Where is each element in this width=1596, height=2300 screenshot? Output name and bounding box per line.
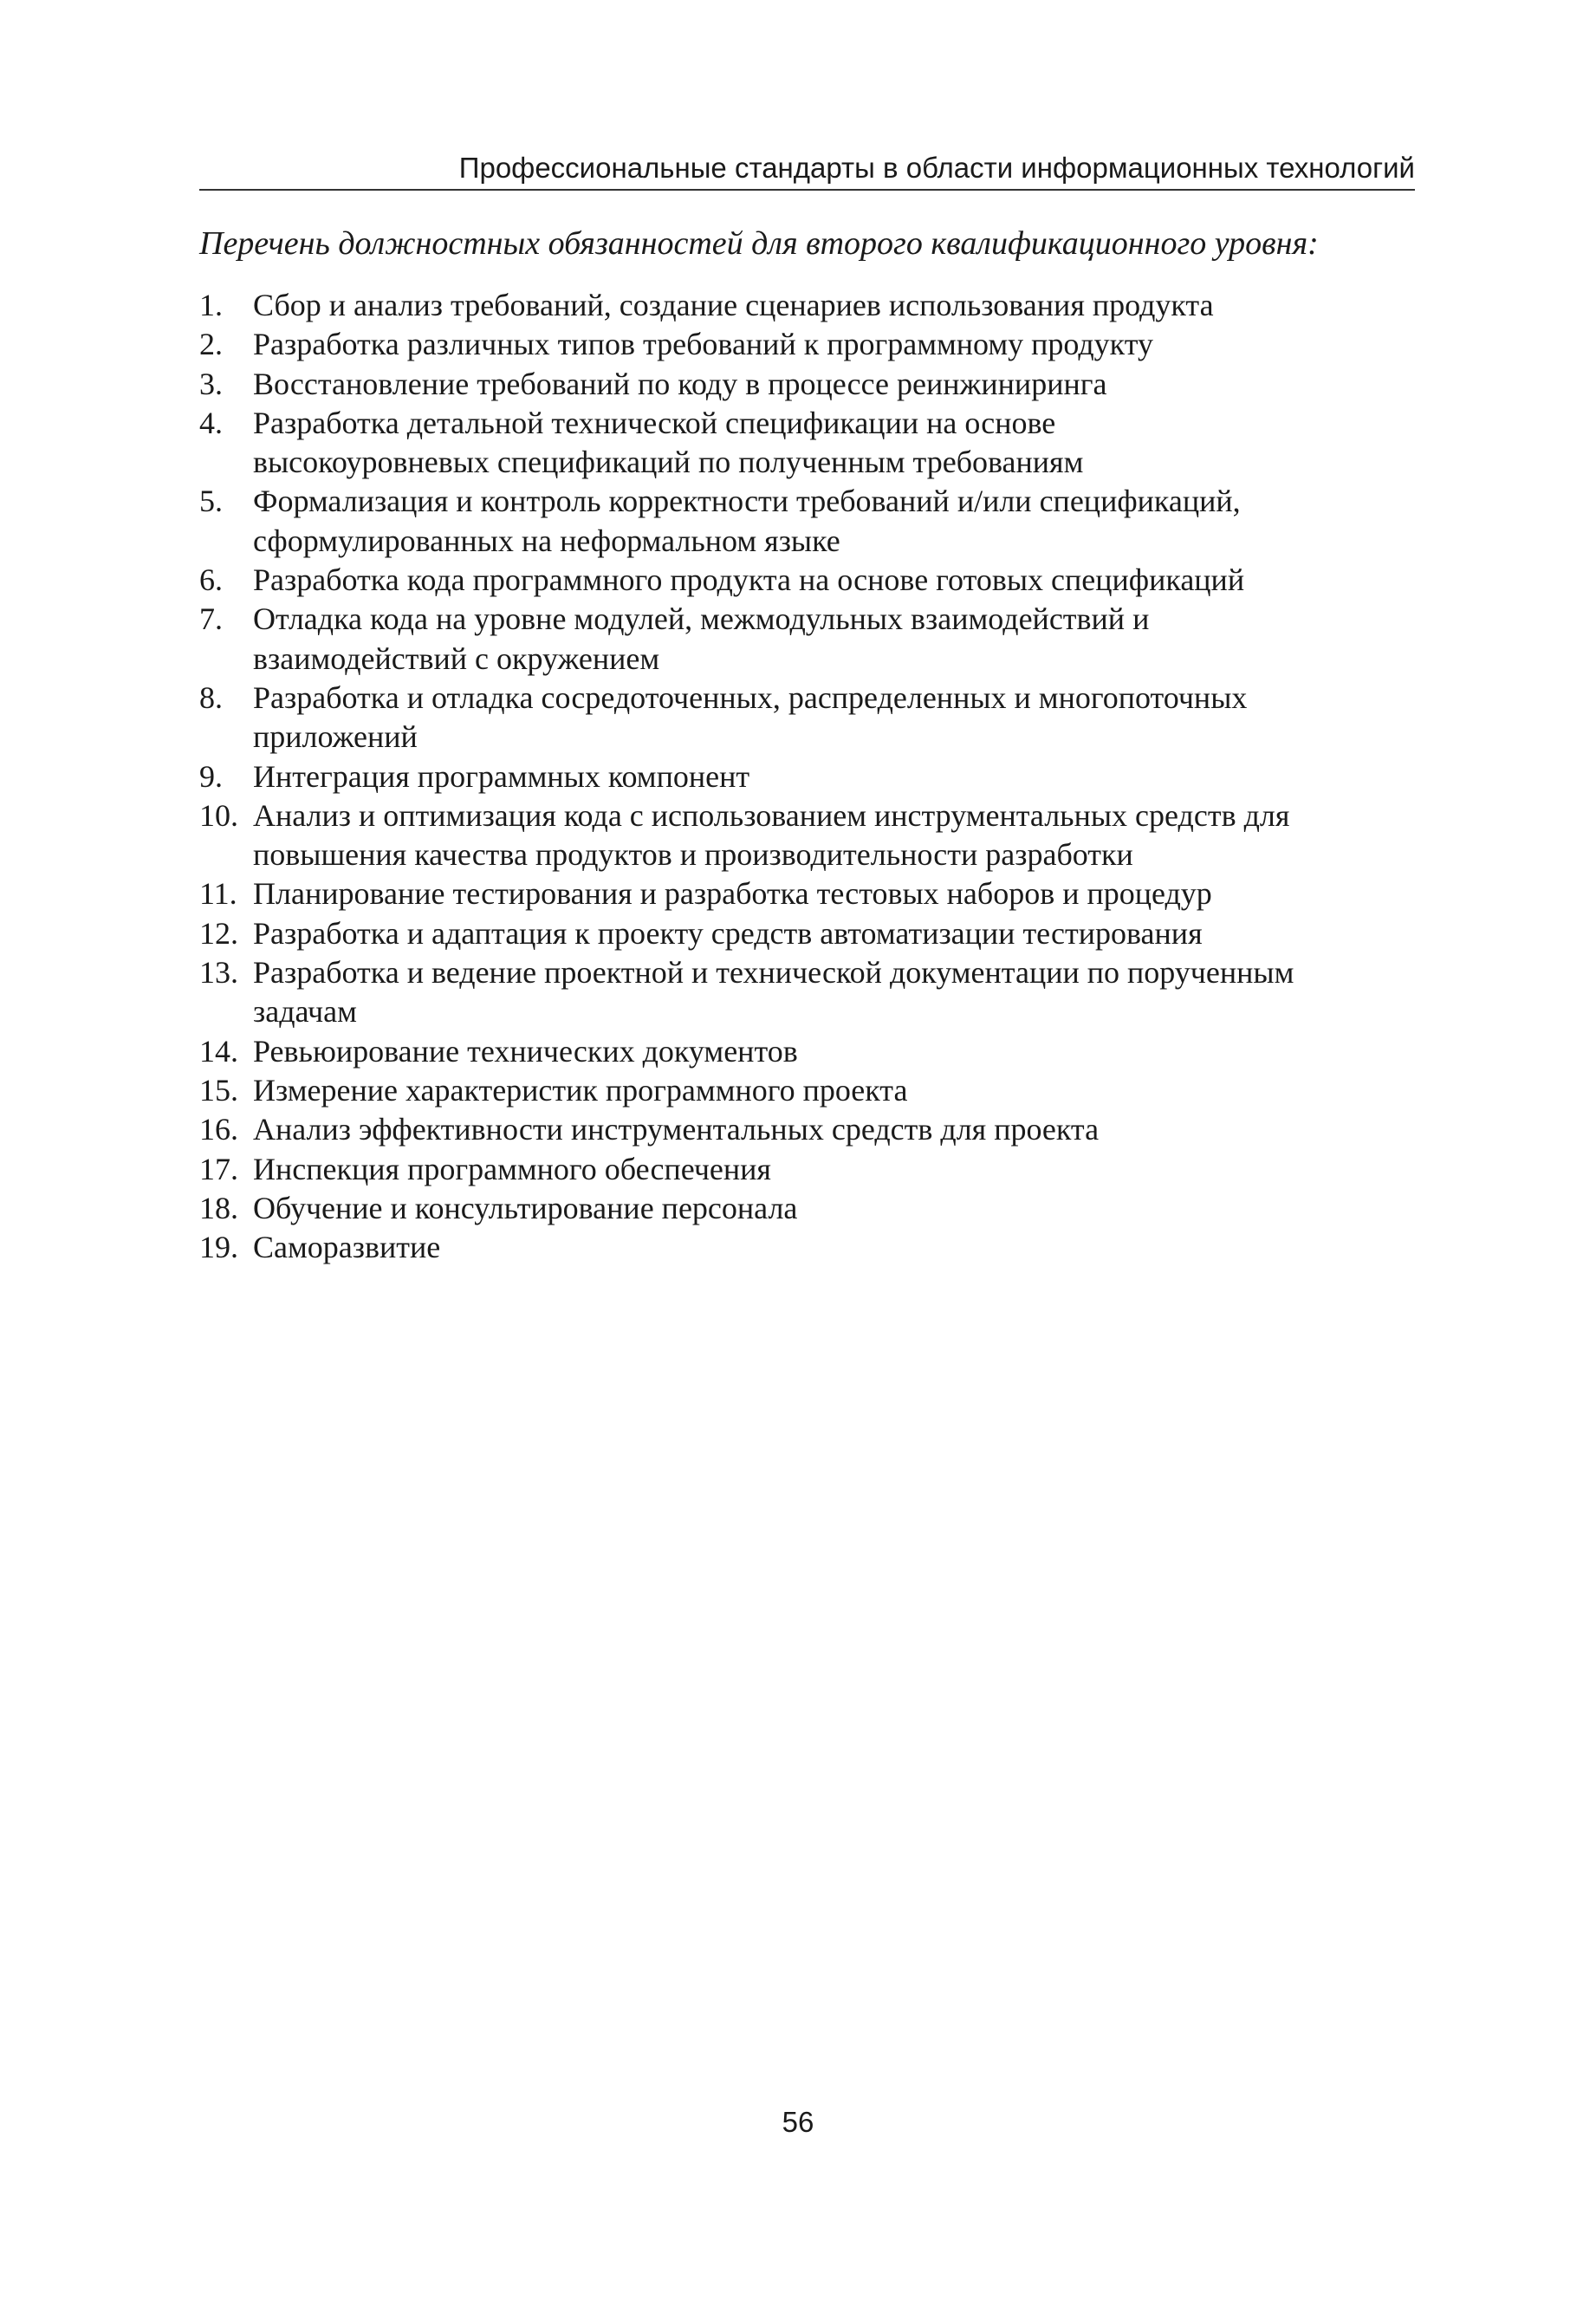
list-item-text: высокоуровневых спецификаций по полученным требованиям	[253, 445, 1084, 480]
list-item-number: 8.	[199, 679, 223, 715]
list-item-text: Саморазвитие	[253, 1230, 441, 1265]
list-item-text: Разработка и ведение проектной и технической документации по порученным	[253, 955, 1294, 991]
list-item-text: взаимодействий с окружением	[253, 640, 660, 676]
list-item	[199, 1110, 1430, 1149]
list-item	[199, 325, 1430, 364]
section-title: Перечень должностных обязанностей для второго квалификационного уровня:	[199, 225, 1319, 262]
list-item-number: 13.	[199, 955, 238, 991]
list-item-text: Разработка различных типов требований к программному продукту	[253, 327, 1153, 362]
list-item-number: 16.	[199, 1112, 238, 1147]
list-item-text: Интеграция программных компонент	[253, 758, 750, 794]
list-item-text: задачам	[253, 994, 357, 1030]
list-item-text: Разработка и адаптация к проекту средств автоматизации тестирования	[253, 915, 1203, 951]
list-item-number: 6.	[199, 562, 223, 598]
running-header: Профессиональные стандарты в области информационных технологий	[458, 152, 1415, 184]
list-item-text: Сбор и анализ требований, создание сценариев использования продукта	[253, 288, 1214, 322]
list-item-number: 10.	[199, 797, 238, 833]
list-item	[199, 1228, 1430, 1267]
list-item-text: Планирование тестирования и разработка тестовых наборов и процедур	[253, 876, 1212, 912]
list-item-number: 11.	[199, 876, 237, 912]
list-item	[199, 757, 1430, 796]
list-item-text: Восстановление требований по коду в процессе реинжиниринга	[253, 366, 1107, 401]
list-item-number: 9.	[199, 758, 223, 794]
list-item-number: 5.	[199, 484, 223, 519]
list-item	[199, 1189, 1430, 1228]
list-item	[199, 286, 1430, 325]
list-item-text: Инспекция программного обеспечения	[253, 1151, 771, 1186]
list-item	[199, 404, 1430, 483]
list-item	[199, 1071, 1430, 1110]
header-divider	[199, 189, 1415, 191]
list-item-text: Обучение и консультирование персонала	[253, 1190, 798, 1225]
list-item-text: приложений	[253, 719, 418, 755]
list-item-text: Ревьюирование технических документов	[253, 1033, 798, 1069]
list-item-text: Отладка кода на уровне модулей, межмодульных взаимодействий и	[253, 601, 1150, 637]
list-item-number: 17.	[199, 1151, 238, 1186]
list-item-text: Разработка и отладка сосредоточенных, распределенных и многопоточных	[253, 679, 1248, 715]
page-number: 56	[782, 2106, 814, 2138]
list-item-text: Разработка кода программного продукта на основе готовых спецификаций	[253, 562, 1245, 598]
list-item-number: 3.	[199, 366, 223, 401]
list-item	[199, 1032, 1430, 1071]
list-item-number: 19.	[199, 1230, 238, 1265]
list-item-number: 1.	[199, 288, 223, 322]
list-item-text: сформулированных на неформальном языке	[253, 523, 840, 558]
list-item	[199, 561, 1430, 600]
list-item-text: повышения качества продуктов и производительности разработки	[253, 837, 1133, 873]
duties-list	[199, 286, 1430, 1267]
list-item-number: 14.	[199, 1033, 238, 1069]
list-item-text: Формализация и контроль корректности требований и/или спецификаций,	[253, 484, 1241, 519]
list-item-number: 4.	[199, 405, 223, 440]
list-item-text: Анализ эффективности инструментальных средств для проекта	[253, 1112, 1100, 1147]
list-item	[199, 482, 1430, 561]
list-item-number: 12.	[199, 915, 238, 951]
list-item	[199, 365, 1430, 404]
list-item-number: 7.	[199, 601, 223, 637]
list-item-text: Измерение характеристик программного проекта	[253, 1072, 908, 1108]
list-item	[199, 953, 1430, 1032]
list-item	[199, 914, 1430, 953]
list-item	[199, 679, 1430, 757]
list-item	[199, 600, 1430, 679]
list-item-number: 18.	[199, 1190, 238, 1225]
list-item-text: Разработка детальной технической спецификации на основе	[253, 405, 1056, 440]
list-item-number: 15.	[199, 1072, 238, 1108]
list-item	[199, 1150, 1430, 1189]
list-item	[199, 874, 1430, 913]
list-item	[199, 796, 1430, 875]
list-item-text: Анализ и оптимизация кода с использованием инструментальных средств для	[253, 797, 1290, 833]
list-item-number: 2.	[199, 327, 223, 362]
